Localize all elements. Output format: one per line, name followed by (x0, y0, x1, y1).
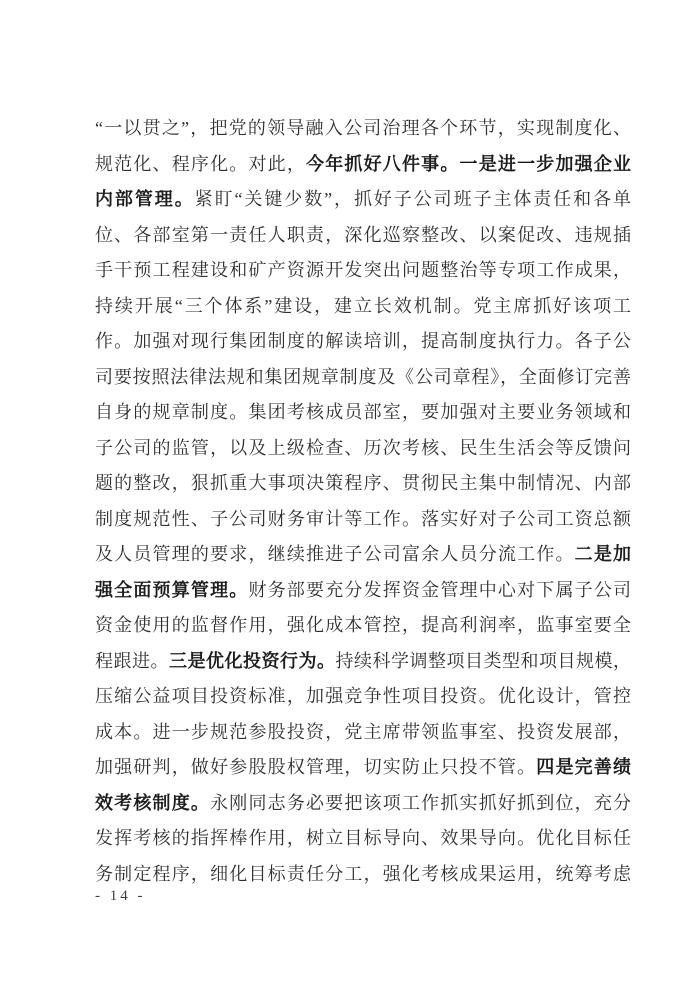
emphasis-text-segment: 三是优化投资行为。 (169, 650, 336, 671)
text-line (95, 182, 631, 218)
text-segment: 财务部要充分发挥资金管理中心对下属子公司 (248, 579, 631, 600)
text-line (95, 502, 631, 538)
body-text (95, 111, 631, 892)
text-line (95, 360, 631, 396)
page-number: - 14 - (95, 888, 146, 904)
text-segment: 作。加强对现行集团制度的解读培训，提高制度执行力。各子公 (95, 331, 631, 351)
text-line (95, 111, 631, 147)
text-line (95, 679, 631, 715)
text-segment: 成本。进一步规范参股投资，党主席带领监事室、投资发展部， (95, 721, 631, 742)
emphasis-text-segment: 四是完善绩 (536, 757, 631, 777)
text-segment: 持续开展“三个体系”建设，建立长效机制。党主席抓好该项工 (95, 295, 631, 316)
text-line (95, 537, 631, 573)
text-line (95, 324, 631, 360)
text-line (95, 218, 631, 254)
text-segment: 手干预工程建设和矿产资源开发突出问题整治等专项工作成果， (95, 260, 631, 280)
text-segment: 子公司的监管，以及上级检查、历次考核、民生生活会等反馈问 (95, 437, 631, 458)
emphasis-text-segment: 二是加 (574, 544, 631, 564)
text-segment: 及人员管理的要求，继续推进子公司富余人员分流工作。 (95, 544, 575, 564)
text-line (95, 253, 631, 289)
text-segment: “一以贯之”，把党的领导融入公司治理各个环节，实现制度化、 (95, 118, 631, 138)
text-line (95, 466, 631, 502)
emphasis-text-segment: 效考核制度。 (95, 792, 211, 813)
text-segment: 加强研判，做好参股股权管理，切实防止只投不管。 (95, 757, 537, 777)
text-segment: 规范化、程序化。对此， (95, 153, 307, 174)
text-segment: 制度规范性、子公司财务审计等工作。落实好对子公司工资总额 (95, 508, 631, 529)
text-line (95, 573, 631, 609)
text-line (95, 608, 631, 644)
emphasis-text-segment: 今年抓好八件事。一是进一步加强企业 (306, 153, 631, 174)
text-segment: 司要按照法律法规和集团规章制度及《公司章程》，全面修订完善 (95, 366, 631, 387)
text-segment: 资金使用的监督作用，强化成本管控，提高利润率，监事室要全 (95, 615, 631, 635)
emphasis-text-segment: 强全面预算管理。 (95, 579, 249, 600)
text-line (95, 395, 631, 431)
text-line (95, 750, 631, 786)
text-line (95, 857, 631, 893)
text-segment: 发挥考核的指挥棒作用，树立目标导向、效果导向。优化目标任 (95, 828, 631, 848)
text-line (95, 289, 631, 325)
text-segment: 程跟进。 (95, 650, 169, 671)
text-segment: 题的整改，狠抓重大事项决策程序、贯彻民主集中制情况、内部 (95, 473, 631, 493)
text-segment: 位、各部室第一责任人职责，深化巡察整改、以案促改、违规插 (95, 224, 631, 245)
text-line (95, 147, 631, 183)
text-segment: 永刚同志务必要把该项工作抓实抓好抓到位，充分 (210, 792, 631, 813)
text-line (95, 644, 631, 680)
text-line (95, 821, 631, 857)
text-segment: 压缩公益项目投资标准，加强竞争性项目投资。优化设计，管控 (95, 686, 631, 706)
text-segment: 紧盯“关键少数”，抓好子公司班子主体责任和各单 (194, 189, 631, 209)
emphasis-text-segment: 内部管理。 (95, 189, 195, 209)
text-line (95, 786, 631, 822)
text-segment: 务制定程序，细化目标责任分工，强化考核成果运用，统筹考虑 (95, 863, 631, 884)
text-segment: 自身的规章制度。集团考核成员部室，要加强对主要业务领域和 (95, 402, 631, 422)
text-segment: 持续科学调整项目类型和项目规模， (335, 650, 631, 671)
text-line (95, 431, 631, 467)
text-line (95, 715, 631, 751)
